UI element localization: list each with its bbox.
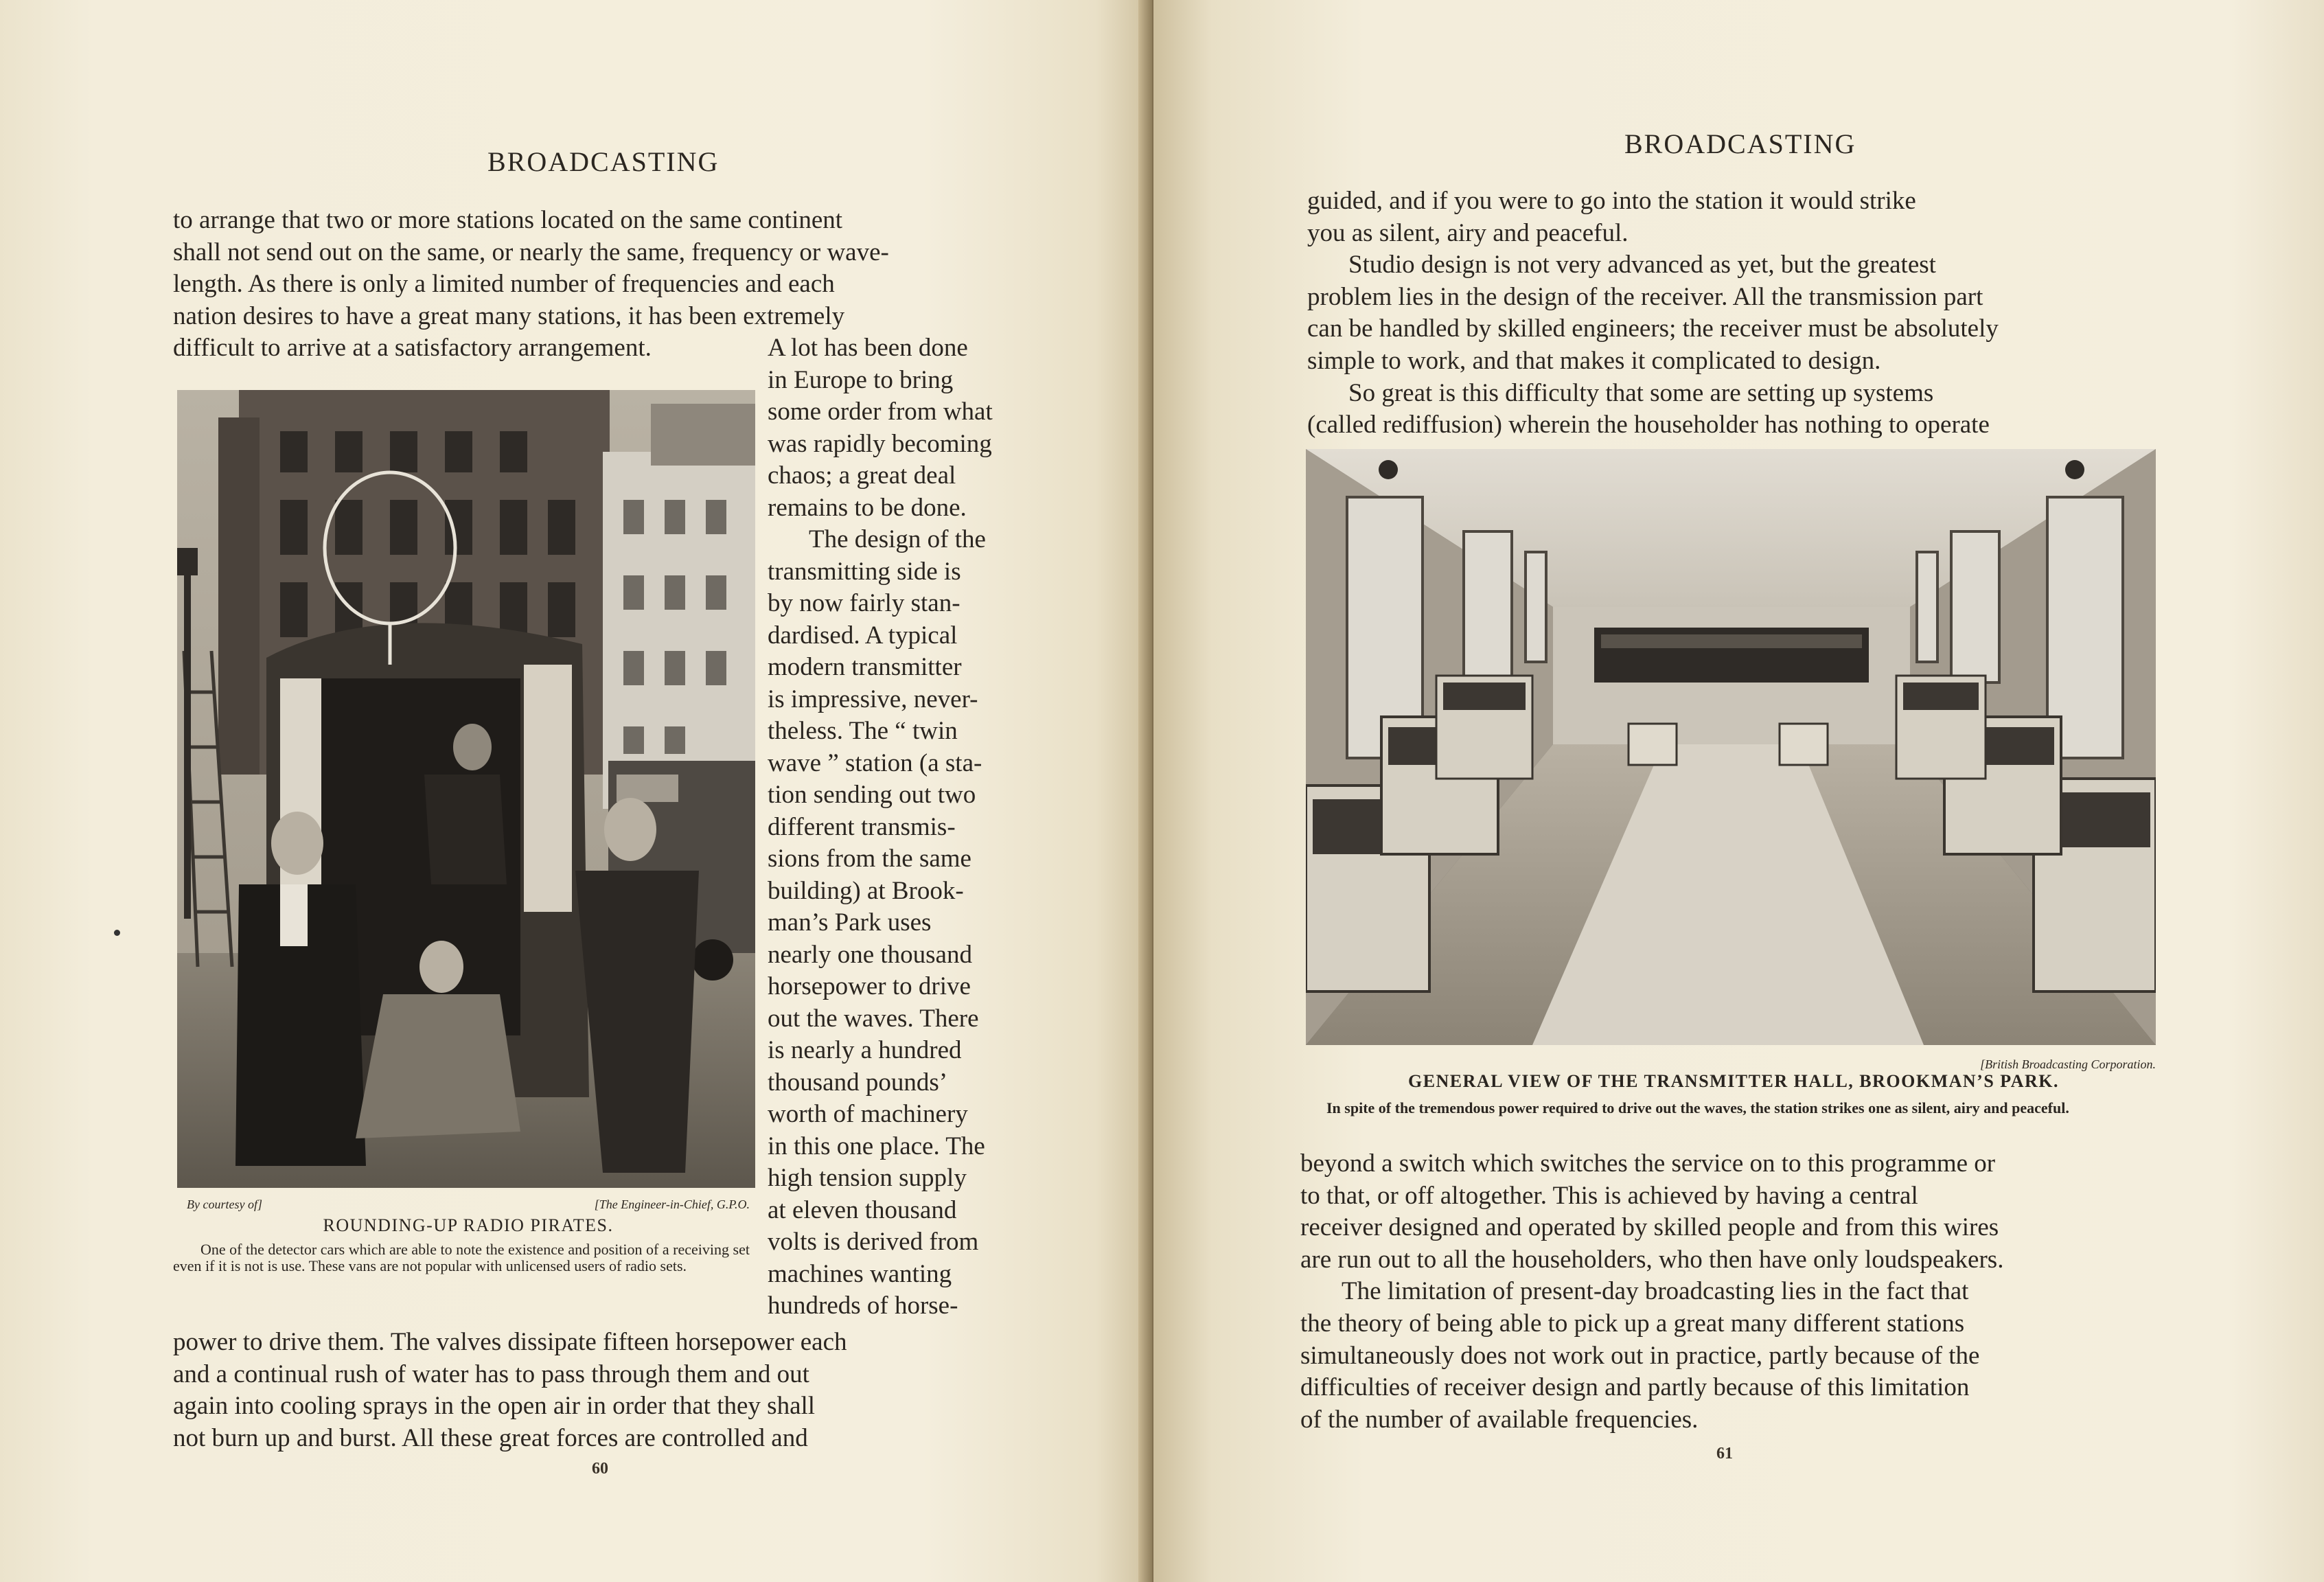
text-line: power to drive them. The valves dissipate fifteen horsepower each — [173, 1328, 847, 1356]
figure-caption-left — [173, 1241, 750, 1274]
text-line: guided, and if you were to go into the station it would strike — [1307, 187, 1916, 215]
transmitter-hall-image — [1306, 449, 2156, 1045]
right-page — [1153, 0, 2324, 1582]
text-line: you as silent, airy and peaceful. — [1307, 218, 1629, 247]
text-line: dardised. A typical — [768, 621, 958, 650]
text-line: of the number of available frequencies. — [1300, 1405, 1699, 1434]
text-line: wave ” station (a sta- — [768, 748, 982, 777]
caption-text: In spite of the tremendous power required to drive out the waves, the station strikes one as silent, airy and peaceful. — [1326, 1099, 2069, 1116]
text-line: hundreds of horse- — [768, 1292, 958, 1320]
text-line: different transmis- — [768, 812, 956, 841]
text-line: was rapidly becoming — [768, 429, 992, 458]
text-line: to that, or off altogether. This is achieved by having a central — [1300, 1181, 1918, 1210]
text-line: The limitation of present-day broadcasting lies in the fact that — [1342, 1277, 1969, 1306]
text-line: is impressive, never- — [768, 685, 978, 713]
figure-caption-right — [1299, 1100, 2153, 1116]
page-number-right: 61 — [1716, 1445, 1733, 1463]
text-line: nation desires to have a great many stations, it has been extremely — [173, 301, 845, 330]
text-line: high tension supply — [768, 1164, 967, 1192]
text-line: (called rediffusion) wherein the householder has nothing to operate — [1307, 411, 1990, 439]
text-line: remains to be done. — [768, 493, 967, 522]
text-line: length. As there is only a limited number of frequencies and each — [173, 270, 835, 299]
text-line: simultaneously does not work out in practice, partly because of the — [1300, 1341, 1980, 1370]
figure-title-right: GENERAL VIEW OF THE TRANSMITTER HALL, BROOKMAN’S PARK. — [1407, 1071, 2060, 1091]
text-line: is nearly a hundred — [768, 1036, 962, 1064]
text-line: by now fairly stan- — [768, 589, 960, 617]
text-line: difficult to arrive at a satisfactory arrangement. — [173, 334, 652, 363]
photo-transmitter-hall — [1306, 449, 2156, 1045]
text-line: man’s Park uses — [768, 908, 932, 937]
text-line: receiver designed and operated by skilled people and from this wires — [1300, 1213, 1999, 1242]
page-number-left: 60 — [592, 1460, 608, 1478]
text-line: at eleven thousand — [768, 1195, 957, 1224]
figure-credit-right: [British Broadcasting Corporation. — [1980, 1057, 2156, 1071]
text-line: modern transmitter — [768, 653, 962, 681]
left-column-right — [768, 332, 1028, 1322]
figure-title-left: ROUNDING-UP RADIO PIRATES. — [323, 1215, 614, 1235]
caption-text: One of the detector cars which are able to note the existence and position of a receiving set even if it is not is use. These vans are not popular with unlicensed users of radio sets. — [173, 1241, 750, 1274]
text-line: building) at Brook- — [768, 876, 964, 905]
text-line: Studio design is not very advanced as yet, but the greatest — [1348, 251, 1936, 279]
text-line: machines wanting — [768, 1259, 952, 1288]
text-line: in this one place. The — [768, 1132, 985, 1160]
text-line: worth of machinery — [768, 1100, 968, 1128]
text-line: shall not send out on the same, or nearly the same, frequency or wave- — [173, 238, 889, 266]
left-page — [0, 0, 1153, 1582]
text-line: problem lies in the design of the receiver. All the transmission part — [1307, 282, 1983, 311]
text-line: are run out to all the householders, who then have only loudspeakers. — [1300, 1245, 2004, 1274]
left-paragraph-bottom — [173, 1327, 1028, 1454]
running-head-right: BROADCASTING — [1624, 128, 1856, 159]
detector-van-image — [177, 390, 755, 1188]
text-line: some order from what — [768, 398, 993, 426]
text-line: and a continual rush of water has to pass through them and out — [173, 1360, 809, 1388]
credit-courtesy: By courtesy of] — [187, 1197, 262, 1211]
text-line: simple to work, and that makes it complicated to design. — [1307, 346, 1881, 375]
text-line: theless. The “ twin — [768, 717, 958, 745]
text-line: sions from the same — [768, 845, 971, 873]
text-line: tion sending out two — [768, 781, 976, 809]
text-line: can be handled by skilled engineers; the receiver must be absolutely — [1307, 314, 1999, 343]
text-line: in Europe to bring — [768, 365, 954, 394]
credit-source: [The Engineer-in-Chief, G.P.O. — [594, 1197, 750, 1211]
margin-speck — [114, 930, 120, 936]
right-paragraph-bottom — [1300, 1148, 2160, 1436]
figure-credit-left — [187, 1197, 750, 1213]
text-line: So great is this difficulty that some are setting up systems — [1348, 378, 1934, 407]
text-line: again into cooling sprays in the open air in order that they shall — [173, 1392, 816, 1421]
text-line: nearly one thousand — [768, 940, 972, 969]
text-line: out the waves. There — [768, 1004, 979, 1033]
text-line: the theory of being able to pick up a great many different stations — [1300, 1309, 1965, 1338]
running-head-left: BROADCASTING — [487, 146, 720, 177]
text-line: A lot has been done — [768, 334, 968, 362]
text-line: transmitting side is — [768, 557, 961, 586]
text-line: beyond a switch which switches the service on to this programme or — [1300, 1149, 1996, 1178]
text-line: difficulties of receiver design and partly because of this limitation — [1300, 1373, 1970, 1402]
text-line: volts is derived from — [768, 1228, 979, 1256]
text-line: horsepower to drive — [768, 972, 971, 1000]
text-line: chaos; a great deal — [768, 461, 956, 490]
photo-detector-van — [177, 390, 755, 1188]
text-line: not burn up and burst. All these great forces are controlled and — [173, 1423, 808, 1452]
right-paragraph-top — [1307, 185, 2163, 442]
text-line: to arrange that two or more stations located on the same continent — [173, 206, 843, 234]
text-line: The design of the — [809, 525, 986, 553]
text-line: thousand pounds’ — [768, 1068, 948, 1097]
